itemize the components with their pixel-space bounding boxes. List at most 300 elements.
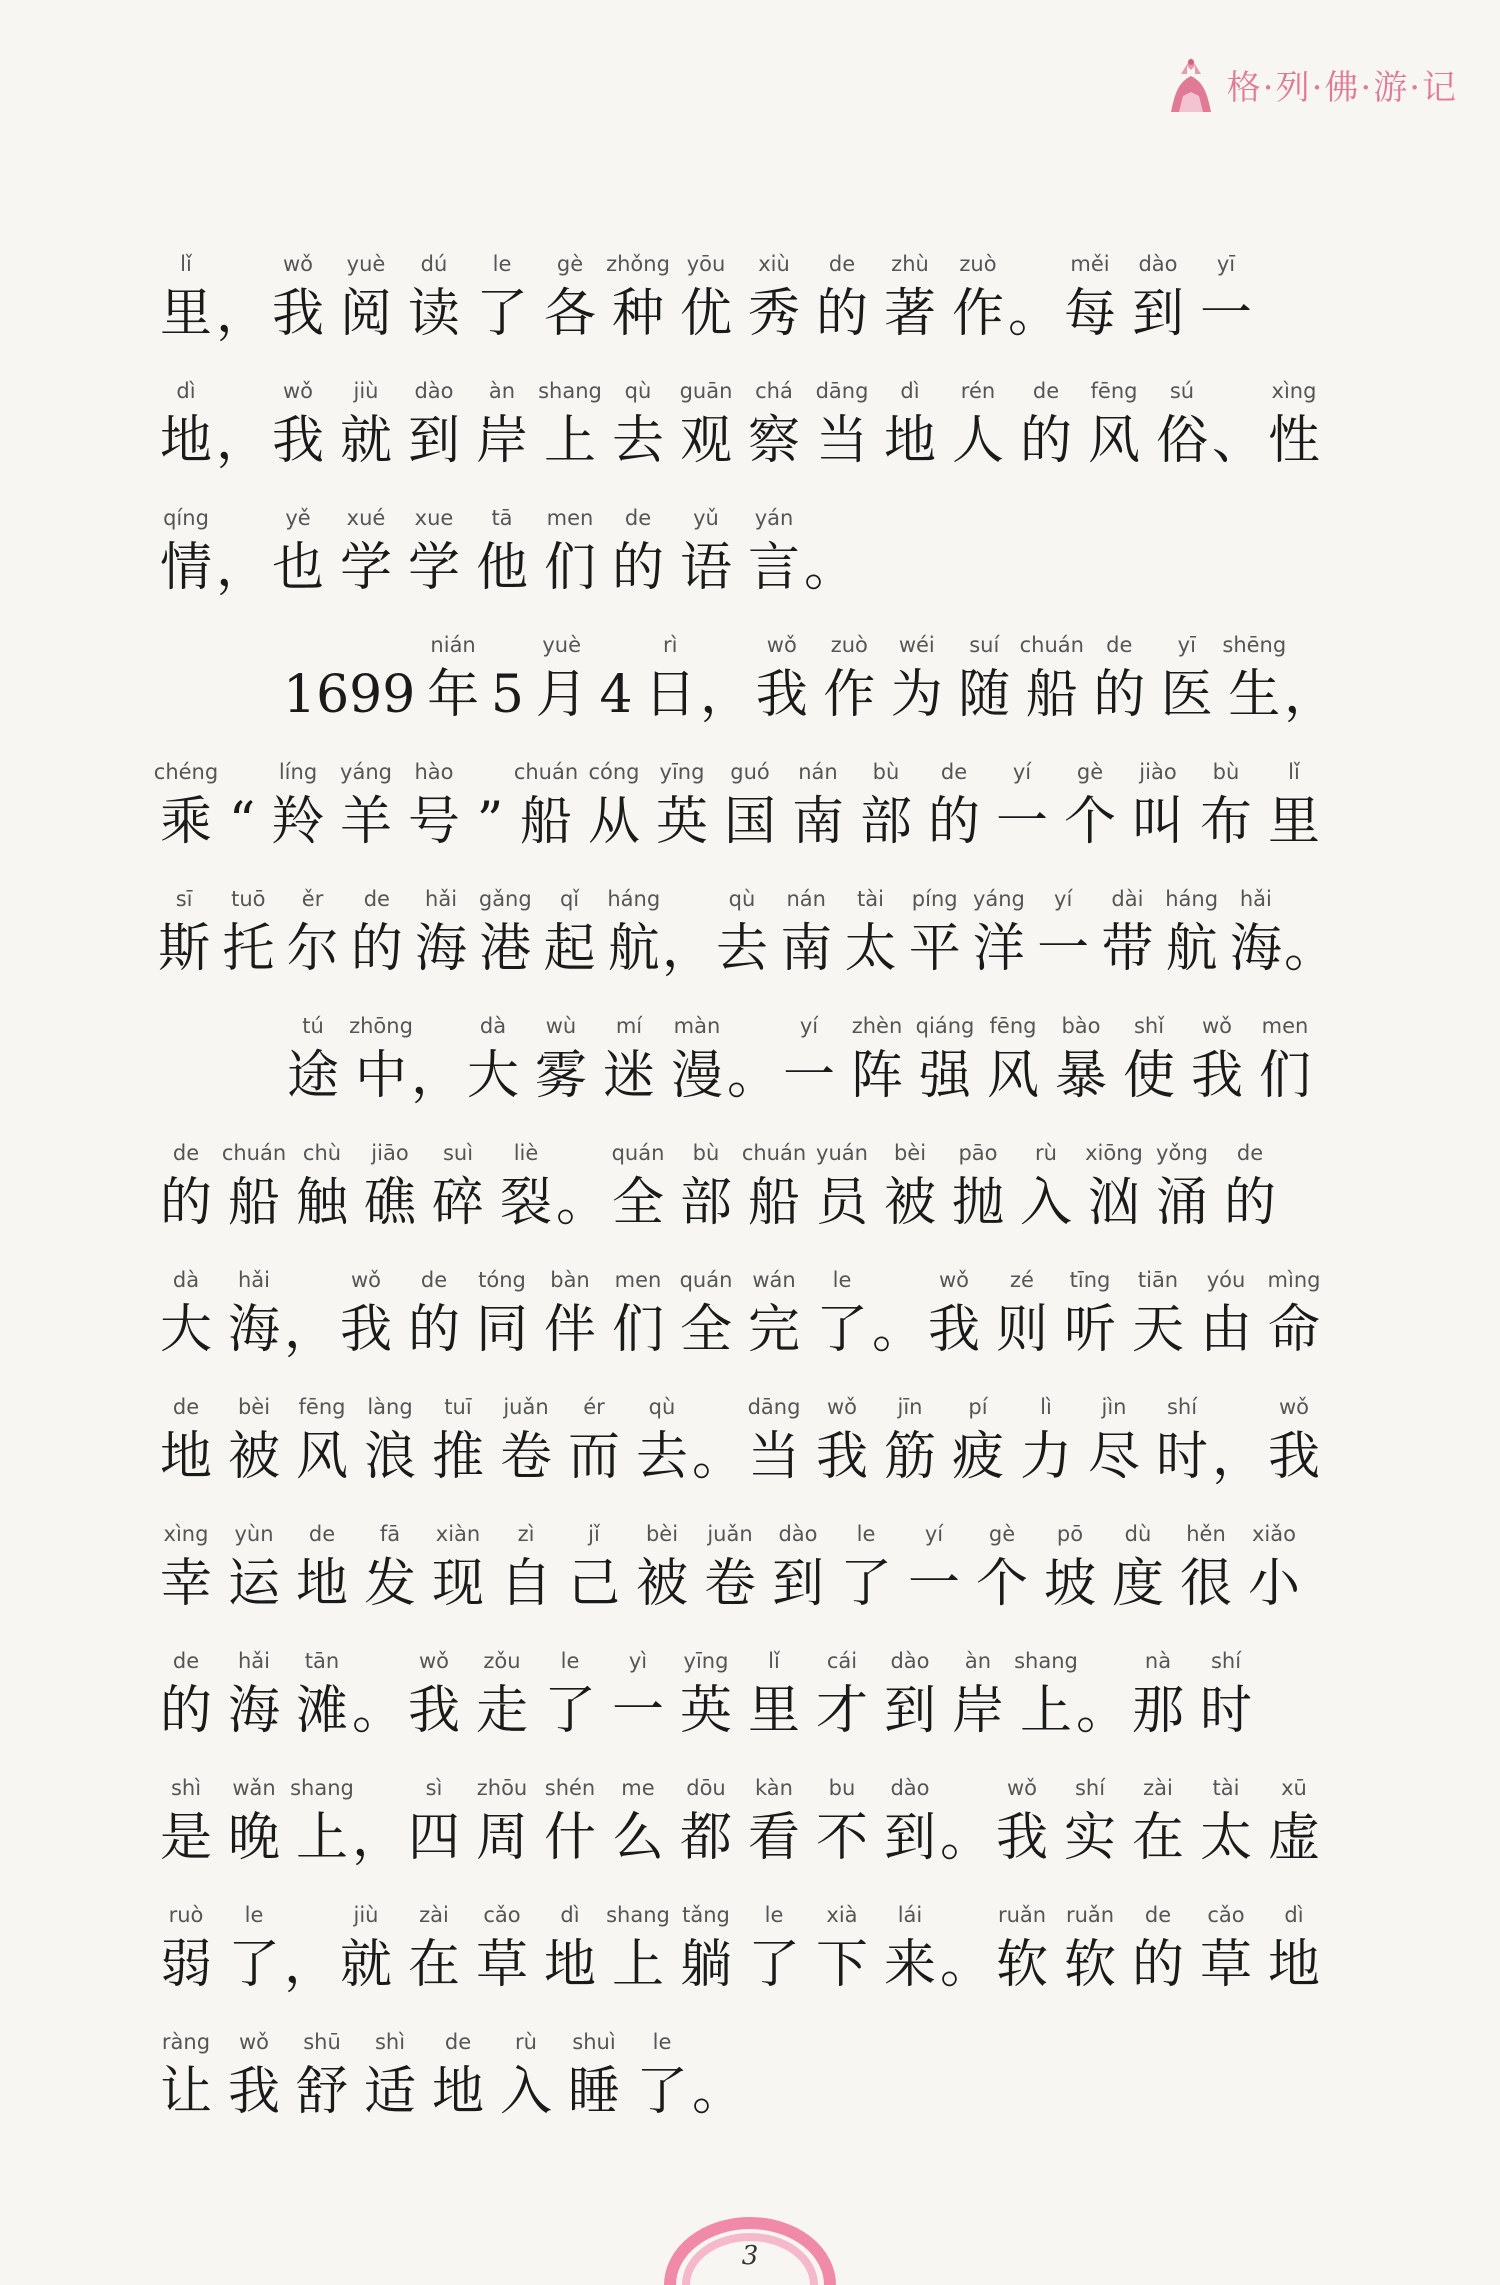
hanzi: 托 — [222, 919, 275, 979]
character-with-pinyin — [468, 376, 536, 476]
character-with-pinyin — [264, 249, 332, 349]
hanzi: 天 — [1131, 1300, 1184, 1360]
pinyin: dì — [560, 1903, 580, 1927]
hanzi: 就 — [339, 1935, 392, 1995]
hanzi: 察 — [747, 411, 800, 471]
hanzi: 是 — [159, 1808, 212, 1868]
character-with-pinyin — [944, 249, 1012, 349]
character-with-pinyin — [347, 1011, 415, 1111]
pinyin: jìn — [1101, 1395, 1127, 1419]
character-with-pinyin — [740, 1646, 808, 1746]
character-with-pinyin — [903, 884, 967, 984]
character-with-pinyin — [400, 249, 468, 349]
hanzi: 漫 — [670, 1046, 723, 1106]
pinyin: shang — [606, 1903, 670, 1927]
hanzi: 大 — [159, 1300, 212, 1360]
hanzi: 礁 — [363, 1173, 416, 1233]
character-with-pinyin — [332, 249, 400, 349]
hanzi: 那 — [1131, 1681, 1184, 1741]
hanzi: 学 — [339, 538, 392, 598]
character-with-pinyin — [152, 1138, 220, 1238]
pinyin: men — [1261, 1014, 1309, 1038]
hanzi: 羚 — [271, 792, 324, 852]
character-with-pinyin — [345, 884, 409, 984]
pinyin: jiù — [353, 379, 379, 403]
character-with-pinyin — [883, 630, 951, 730]
hanzi: 自 — [499, 1554, 552, 1614]
pinyin: dào — [890, 1649, 930, 1673]
pinyin: de — [444, 2030, 472, 2054]
character-with-pinyin — [988, 1900, 1056, 2000]
hanzi: 地 — [295, 1554, 348, 1614]
text-line — [152, 1746, 1332, 1873]
hanzi: 船 — [519, 792, 572, 852]
pinyin: xìng — [1271, 379, 1317, 403]
pinyin: dài — [1111, 887, 1144, 911]
pinyin: wǒ — [282, 379, 314, 403]
hanzi: 羊 — [339, 792, 392, 852]
pinyin: jiāo — [371, 1141, 409, 1165]
pinyin: sú — [1169, 379, 1195, 403]
punctuation — [872, 1265, 925, 1365]
pinyin: de — [828, 252, 856, 276]
pinyin: bù — [1212, 760, 1240, 784]
character-with-pinyin — [740, 249, 808, 349]
character-with-pinyin — [876, 1138, 944, 1238]
character-with-pinyin — [740, 1773, 808, 1873]
hanzi: 的 — [1131, 1935, 1184, 1995]
character-with-pinyin — [816, 630, 884, 730]
punctuation — [352, 1773, 405, 1873]
character-with-pinyin — [1036, 1519, 1104, 1619]
character-with-pinyin — [419, 630, 487, 730]
pinyin: lǐ — [180, 252, 192, 276]
castle-icon — [1161, 52, 1221, 116]
hanzi: ， — [284, 1935, 337, 1995]
punctuation — [284, 1900, 337, 2000]
pinyin: shang — [538, 379, 602, 403]
hanzi: 。 — [940, 1808, 993, 1868]
pinyin: wǒ — [1006, 1776, 1038, 1800]
hanzi: ， — [216, 538, 269, 598]
hanzi: 俗 — [1155, 411, 1208, 471]
punctuation — [284, 1265, 337, 1365]
hanzi: 触 — [295, 1173, 348, 1233]
hanzi: 乘 — [159, 792, 212, 852]
pinyin: de — [308, 1522, 336, 1546]
character-with-pinyin — [487, 630, 528, 730]
character-with-pinyin — [332, 376, 400, 476]
pinyin: shén — [544, 1776, 596, 1800]
character-with-pinyin — [459, 1011, 527, 1111]
hanzi: 地 — [543, 1935, 596, 1995]
pinyin: tīng — [1069, 1268, 1111, 1292]
pinyin: le — [652, 2030, 672, 2054]
hanzi: ， — [1212, 1427, 1265, 1487]
hanzi: 当 — [747, 1427, 800, 1487]
hanzi: 我 — [815, 1427, 868, 1487]
hanzi: 同 — [475, 1300, 528, 1360]
character-with-pinyin — [1056, 1900, 1124, 2000]
character-with-pinyin — [400, 757, 468, 857]
hanzi: 学 — [407, 538, 460, 598]
pinyin: wǒ — [1201, 1014, 1233, 1038]
pinyin: jiào — [1139, 760, 1177, 784]
pinyin: gè — [988, 1522, 1016, 1546]
punctuation — [411, 1011, 464, 1111]
character-with-pinyin — [152, 1265, 220, 1365]
hanzi: 航 — [1165, 919, 1218, 979]
hanzi: 中 — [354, 1046, 407, 1106]
hanzi: 浪 — [363, 1427, 416, 1487]
hanzi: 躺 — [679, 1935, 732, 1995]
hanzi: 听 — [1063, 1300, 1116, 1360]
character-with-pinyin — [332, 1900, 400, 2000]
hanzi: 完 — [747, 1300, 800, 1360]
character-with-pinyin — [1095, 884, 1159, 984]
character-with-pinyin — [332, 757, 400, 857]
pinyin: zuò — [959, 252, 997, 276]
character-with-pinyin — [424, 1392, 492, 1492]
pinyin: hào — [414, 760, 454, 784]
pinyin: zhōu — [476, 1776, 528, 1800]
hanzi: 我 — [407, 1681, 460, 1741]
pinyin: shang — [1014, 1649, 1078, 1673]
text-line — [152, 1619, 1332, 1746]
pinyin: wǒ — [418, 1649, 450, 1673]
hanzi: 一 — [1199, 284, 1252, 344]
hanzi: 都 — [679, 1808, 732, 1868]
character-with-pinyin — [1148, 1138, 1216, 1238]
hanzi: 疲 — [951, 1427, 1004, 1487]
pinyin: měi — [1070, 252, 1110, 276]
character-with-pinyin — [152, 249, 220, 349]
character-with-pinyin — [400, 1900, 468, 2000]
character-with-pinyin — [1260, 1265, 1328, 1365]
hanzi: 优 — [679, 284, 732, 344]
hanzi: 地 — [883, 411, 936, 471]
character-with-pinyin — [628, 1519, 696, 1619]
character-with-pinyin — [944, 376, 1012, 476]
pinyin: hǎi — [237, 1649, 270, 1673]
pinyin: bèi — [645, 1522, 679, 1546]
character-with-pinyin — [536, 249, 604, 349]
character-with-pinyin — [774, 884, 838, 984]
pinyin: háng — [1165, 887, 1219, 911]
character-with-pinyin — [288, 2027, 356, 2127]
character-with-pinyin — [1192, 1265, 1260, 1365]
pinyin: shì — [170, 1776, 202, 1800]
hanzi: ， — [284, 1300, 337, 1360]
hanzi: 岸 — [475, 411, 528, 471]
hanzi: ， — [661, 919, 714, 979]
character-with-pinyin — [595, 1011, 663, 1111]
hanzi: 涌 — [1155, 1173, 1208, 1233]
pinyin: yáng — [340, 760, 392, 784]
pinyin: yí — [924, 1522, 944, 1546]
hanzi: 船 — [1025, 665, 1078, 725]
hanzi: 一 — [611, 1681, 664, 1741]
pinyin: wǒ — [826, 1395, 858, 1419]
hanzi: 国 — [723, 792, 776, 852]
punctuation — [940, 1900, 993, 2000]
character-with-pinyin — [740, 1392, 808, 1492]
character-with-pinyin — [473, 884, 537, 984]
pinyin: jiù — [353, 1903, 379, 1927]
pinyin: juǎn — [503, 1395, 549, 1419]
pinyin: líng — [278, 760, 318, 784]
pinyin: hěn — [1186, 1522, 1226, 1546]
character-with-pinyin — [1047, 1011, 1115, 1111]
hanzi: 我 — [227, 2062, 280, 2122]
character-with-pinyin — [1080, 376, 1148, 476]
hanzi: 睡 — [567, 2062, 620, 2122]
hanzi: 上 — [611, 1935, 664, 1995]
hanzi: 尽 — [1087, 1427, 1140, 1487]
hanzi: 带 — [1101, 919, 1154, 979]
character-with-pinyin — [288, 1646, 356, 1746]
hanzi: 了 — [635, 2062, 688, 2122]
hanzi: 。 — [692, 1427, 745, 1487]
hanzi: 他 — [475, 538, 528, 598]
character-with-pinyin — [672, 1900, 740, 2000]
character-with-pinyin — [468, 1900, 536, 2000]
story-text — [152, 222, 1337, 2127]
pinyin: shū — [303, 2030, 341, 2054]
character-with-pinyin — [536, 376, 604, 476]
character-with-pinyin — [152, 884, 216, 984]
pinyin: yě — [285, 506, 311, 530]
hanzi: 英 — [655, 792, 708, 852]
character-with-pinyin — [604, 249, 672, 349]
character-with-pinyin — [876, 1900, 944, 2000]
pinyin: ěr — [301, 887, 324, 911]
character-with-pinyin — [1192, 1773, 1260, 1873]
punctuation — [1212, 1392, 1265, 1492]
pinyin: lǐ — [768, 1649, 780, 1673]
character-with-pinyin — [637, 630, 705, 730]
character-with-pinyin — [468, 249, 536, 349]
hanzi: 暴 — [1054, 1046, 1107, 1106]
pinyin: dào — [1138, 252, 1178, 276]
text-line — [152, 984, 1332, 1111]
hanzi: 去 — [611, 411, 664, 471]
punctuation — [1076, 1646, 1129, 1746]
hanzi: 在 — [407, 1935, 460, 1995]
hanzi: 各 — [543, 284, 596, 344]
pinyin: le — [244, 1903, 264, 1927]
hanzi: 言 — [747, 538, 800, 598]
character-with-pinyin — [1153, 630, 1221, 730]
character-with-pinyin — [1240, 1519, 1308, 1619]
hanzi: 被 — [227, 1427, 280, 1487]
character-with-pinyin — [288, 1392, 356, 1492]
punctuation — [220, 757, 264, 857]
character-with-pinyin — [784, 757, 852, 857]
hanzi: 个 — [1063, 792, 1116, 852]
character-with-pinyin — [1056, 757, 1124, 857]
character-with-pinyin — [468, 1646, 536, 1746]
character-with-pinyin — [663, 1011, 731, 1111]
character-with-pinyin — [740, 1265, 808, 1365]
running-header — [1161, 52, 1458, 116]
hanzi: 我 — [927, 1300, 980, 1360]
hanzi: 裂 — [499, 1173, 552, 1233]
character-with-pinyin — [216, 884, 280, 984]
hanzi: 由 — [1199, 1300, 1252, 1360]
character-with-pinyin — [220, 1900, 288, 2000]
pinyin: tóng — [478, 1268, 526, 1292]
character-with-pinyin — [1104, 1519, 1172, 1619]
pinyin: fēng — [989, 1014, 1037, 1038]
hanzi: 坡 — [1043, 1554, 1096, 1614]
character-with-pinyin — [528, 630, 596, 730]
hanzi: 软 — [995, 1935, 1048, 1995]
character-with-pinyin — [604, 1138, 672, 1238]
character-with-pinyin — [1124, 1900, 1192, 2000]
pinyin: rì — [663, 633, 678, 657]
punctuation — [661, 884, 714, 984]
hanzi: 的 — [350, 919, 403, 979]
pinyin: wǎn — [232, 1776, 276, 1800]
pinyin: gè — [556, 252, 584, 276]
pinyin: kàn — [755, 1776, 793, 1800]
hanzi: 阅 — [339, 284, 392, 344]
hanzi: 种 — [611, 284, 664, 344]
pinyin: yóu — [1206, 1268, 1246, 1292]
hanzi: 推 — [431, 1427, 484, 1487]
hanzi: 上 — [295, 1808, 348, 1868]
character-with-pinyin — [1260, 1773, 1328, 1873]
pinyin: dāng — [815, 379, 869, 403]
character-with-pinyin — [852, 757, 920, 857]
character-with-pinyin — [672, 1773, 740, 1873]
character-with-pinyin — [628, 2027, 696, 2127]
hanzi: 雾 — [534, 1046, 587, 1106]
character-with-pinyin — [808, 1265, 876, 1365]
character-with-pinyin — [604, 376, 672, 476]
hanzi: 卷 — [703, 1554, 756, 1614]
character-with-pinyin — [152, 2027, 220, 2127]
character-with-pinyin — [356, 2027, 424, 2127]
hanzi: 作 — [823, 665, 876, 725]
pinyin: yuè — [542, 633, 582, 657]
character-with-pinyin — [1031, 884, 1095, 984]
pinyin: de — [420, 1268, 448, 1292]
hanzi: 风 — [1087, 411, 1140, 471]
character-with-pinyin — [1260, 1392, 1328, 1492]
hanzi: 读 — [407, 284, 460, 344]
hanzi: 地 — [159, 1427, 212, 1487]
pinyin: shí — [1210, 1649, 1242, 1673]
hanzi: 风 — [295, 1427, 348, 1487]
hanzi: 海 — [227, 1681, 280, 1741]
hanzi: 著 — [883, 284, 936, 344]
pinyin: hǎi — [1239, 887, 1272, 911]
character-with-pinyin — [876, 1646, 944, 1746]
hanzi: 。 — [804, 538, 857, 598]
hanzi: 让 — [159, 2062, 212, 2122]
character-with-pinyin — [876, 1773, 944, 1873]
hanzi: 了 — [227, 1935, 280, 1995]
pinyin: me — [621, 1776, 655, 1800]
character-with-pinyin — [944, 1138, 1012, 1238]
hanzi: 幸 — [159, 1554, 212, 1614]
hanzi: 一 — [995, 792, 1048, 852]
pinyin: ér — [583, 1395, 605, 1419]
hanzi: 舒 — [295, 2062, 348, 2122]
punctuation — [1212, 376, 1265, 476]
pinyin: dì — [900, 379, 920, 403]
hanzi: 适 — [363, 2062, 416, 2122]
pinyin: xue — [414, 506, 454, 530]
pinyin: le — [764, 1903, 784, 1927]
pinyin: men — [546, 506, 594, 530]
pinyin: shuì — [572, 2030, 616, 2054]
pinyin: wǒ — [1278, 1395, 1310, 1419]
character-with-pinyin — [944, 1392, 1012, 1492]
pinyin: bèi — [893, 1141, 927, 1165]
pinyin: de — [172, 1395, 200, 1419]
character-with-pinyin — [560, 1519, 628, 1619]
character-with-pinyin — [951, 630, 1019, 730]
pinyin: wǒ — [350, 1268, 382, 1292]
pinyin: tǎng — [682, 1903, 730, 1927]
character-with-pinyin — [710, 884, 774, 984]
hanzi: 号 — [407, 792, 460, 852]
pinyin: nán — [786, 887, 826, 911]
pinyin: chuán — [513, 760, 579, 784]
pinyin: quán — [679, 1268, 733, 1292]
pinyin: lái — [897, 1903, 923, 1927]
hanzi: 地 — [1267, 1935, 1320, 1995]
hanzi: 港 — [479, 919, 532, 979]
hanzi: 力 — [1019, 1427, 1072, 1487]
hanzi: 船 — [227, 1173, 280, 1233]
text-line — [152, 1365, 1332, 1492]
character-with-pinyin — [152, 1900, 220, 2000]
character-with-pinyin — [492, 1392, 560, 1492]
hanzi: 强 — [918, 1046, 971, 1106]
character-with-pinyin — [1251, 1011, 1319, 1111]
character-with-pinyin — [1192, 1646, 1260, 1746]
hanzi: 入 — [499, 2062, 552, 2122]
character-with-pinyin — [1056, 1773, 1124, 1873]
character-with-pinyin — [1124, 1646, 1192, 1746]
character-with-pinyin — [152, 503, 220, 603]
hanzi: 生 — [1228, 665, 1281, 725]
pinyin: nán — [798, 760, 838, 784]
character-with-pinyin — [356, 1519, 424, 1619]
hanzi: 也 — [271, 538, 324, 598]
hanzi: 部 — [679, 1173, 732, 1233]
pinyin: qiáng — [915, 1014, 975, 1038]
hanzi: 。 — [1076, 1681, 1129, 1741]
pinyin: hǎi — [425, 887, 458, 911]
hanzi: 不 — [815, 1808, 868, 1868]
pinyin: tú — [302, 1014, 324, 1038]
character-with-pinyin — [672, 376, 740, 476]
character-with-pinyin — [808, 1392, 876, 1492]
pinyin: dāng — [747, 1395, 801, 1419]
character-with-pinyin — [604, 1646, 672, 1746]
pinyin: de — [940, 760, 968, 784]
hanzi: 什 — [543, 1808, 596, 1868]
punctuation — [1284, 630, 1337, 730]
hanzi: 的 — [611, 538, 664, 598]
pinyin: yí — [1054, 887, 1073, 911]
pinyin: wù — [545, 1014, 577, 1038]
